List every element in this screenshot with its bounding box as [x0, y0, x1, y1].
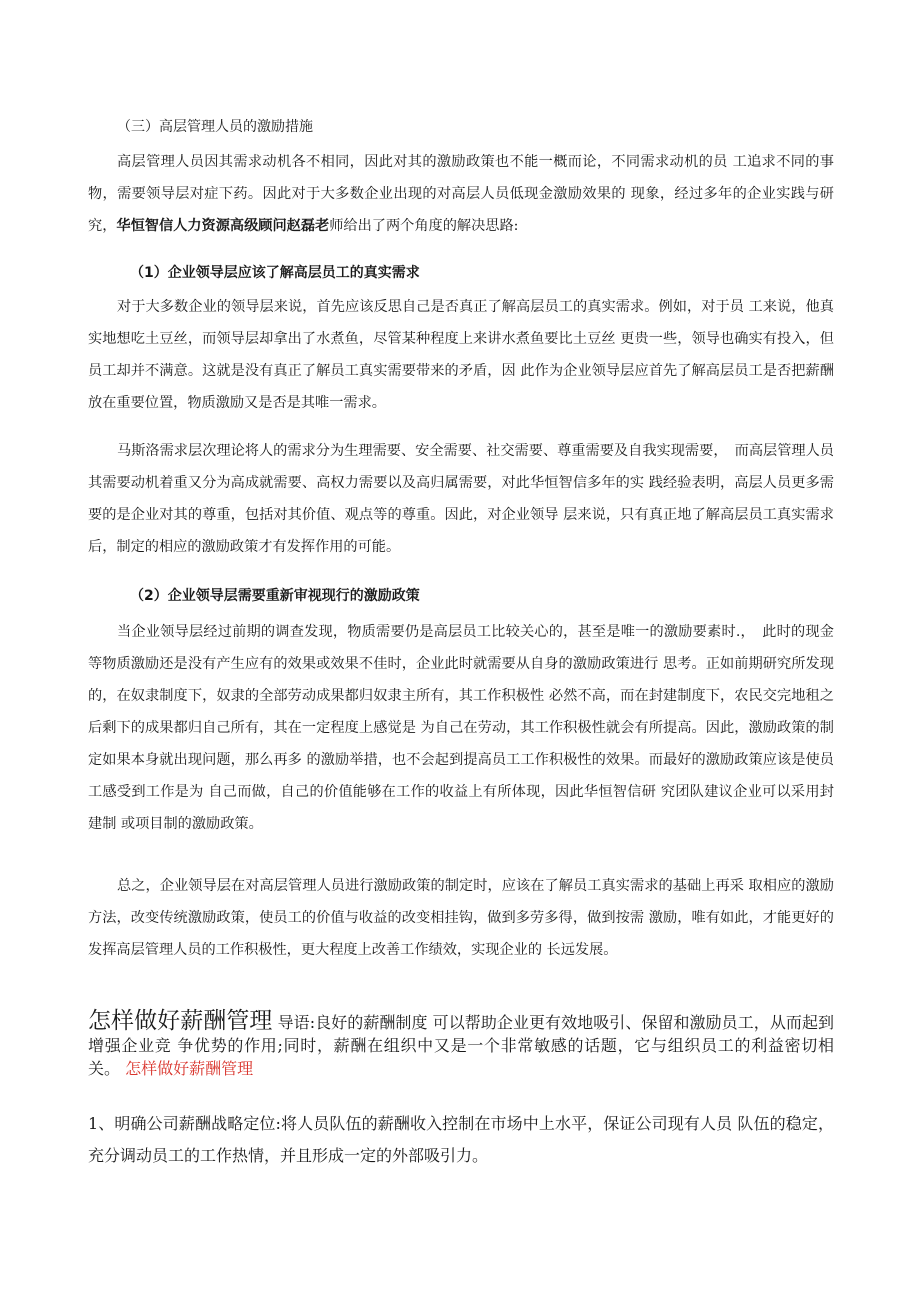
intro-text-1: 高层管理人员因其需求动机各不相同，因此对其的激励政策也不能一概而论，不同需求动机的员 工追求不同的事物，需要领导层对症下药。因此对于大多数企业出现的对高层人员低现金激励效果的 现象，经过多年的企业实践与研究，: [88, 154, 834, 234]
subheading-2: （2）企业领导层需要重新审视现行的激励政策: [130, 588, 420, 604]
salary-title: 怎样做好薪酬管理: [88, 1008, 273, 1034]
salary-title-block: [88, 1010, 834, 1080]
intro-text-2: 师给出了两个角度的解决思路:: [329, 218, 519, 234]
intro-paragraph: [88, 146, 834, 242]
sub1-paragraph-1: [88, 291, 834, 419]
section-heading: （三）高层管理人员的激励措施: [117, 119, 313, 135]
sub2-paragraph-1: [88, 616, 834, 840]
intro-bold-name: 华恒智信人力资源高级顾问赵磊老: [116, 218, 330, 234]
sub1-paragraph-2: [88, 435, 834, 563]
sub2-paragraph-1-text: 当企业领导层经过前期的调查发现，物质需要仍是高层员工比较关心的，甚至是唯一的激励要素时.， 此时的现金等物质激励还是没有产生应有的效果或效果不佳时，企业此时就需要从自身的激励政策进行 思考。正如前期研究所发现的，在奴隶制度下，奴隶的全部劳动成果都归奴隶主所有，其工作积极性 必然不高，而在封建制度下，农民交完地租之后剩下的成果都归自己所有，其在一定程度上感觉是 为自己在劳动，其工作积极性就会有所提高。因此，激励政策的制定如果本身就出现问题，那么再多 的激励举措，也不会起到提高员工工作积极性的效果。而最好的激励政策应该是使员工感受到工作是为 自己而做，自己的价值能够在工作的收益上有所体现，因此华恒智信研 究团队建议企业可以采用封建制 或项目制的激励政策。: [88, 624, 834, 832]
summary-paragraph-text: 总之，企业领导层在对高层管理人员进行激励政策的制定时，应该在了解员工真实需求的基础上再采 取相应的激励方法，改变传统激励政策，使员工的价值与收益的改变相挂钩，做到多劳多得，做到按需 激励，唯有如此，才能更好的发挥高层管理人员的工作积极性，更大程度上改善工作绩效，实现企业的 长远发展。: [88, 878, 834, 958]
sub1-paragraph-1-text: 对于大多数企业的领导层来说，首先应该反思自己是否真正了解高层员工的真实需求。例如，对于员 工来说，他真实地想吃土豆丝，而领导层却拿出了水煮鱼，尽管某种程度上来讲水煮鱼要比土豆丝 更贵一些，领导也确实有投入，但员工却并不满意。这就是没有真正了解员工真实需要带来的矛盾，因 此作为企业领导层应首先了解高层员工是否把薪酬放在重要位置，物质激励又是否是其唯一需求。: [88, 299, 834, 411]
salary-item-1-text: 1、明确公司薪酬战略定位:将人员队伍的薪酬收入控制在市场中上水平，保证公司现有人员 队伍的稳定，充分调动员工的工作热情，并且形成一定的外部吸引力。: [88, 1114, 834, 1165]
subheading-1: （1）企业领导层应该了解高层员工的真实需求: [130, 265, 420, 281]
summary-paragraph: [88, 870, 834, 966]
salary-red-link[interactable]: 怎样做好薪酬管理: [125, 1059, 254, 1078]
salary-intro: 导语:良好的薪酬制度 可以帮助企业更有效地吸引、保留和激励员工，从而起到增强企业竞 争优势的作用;同时，薪酬在组织中又是一个非常敏感的话题，它与组织员工的利益密切相关。: [88, 1013, 834, 1078]
sub1-paragraph-2-text: 马斯洛需求层次理论将人的需求分为生理需要、安全需要、社交需要、尊重需要及自我实现需要， 而高层管理人员其需要动机着重又分为高成就需要、高权力需要以及高归属需要，对此华恒智信多年的实 践经验表明，高层人员更多需要的是企业对其的尊重，包括对其价值、观点等的尊重。因此，对企业领导 层来说，只有真正地了解高层员工真实需求后，制定的相应的激励政策才有发挥作用的可能。: [88, 443, 834, 555]
salary-item-1: [88, 1108, 834, 1172]
